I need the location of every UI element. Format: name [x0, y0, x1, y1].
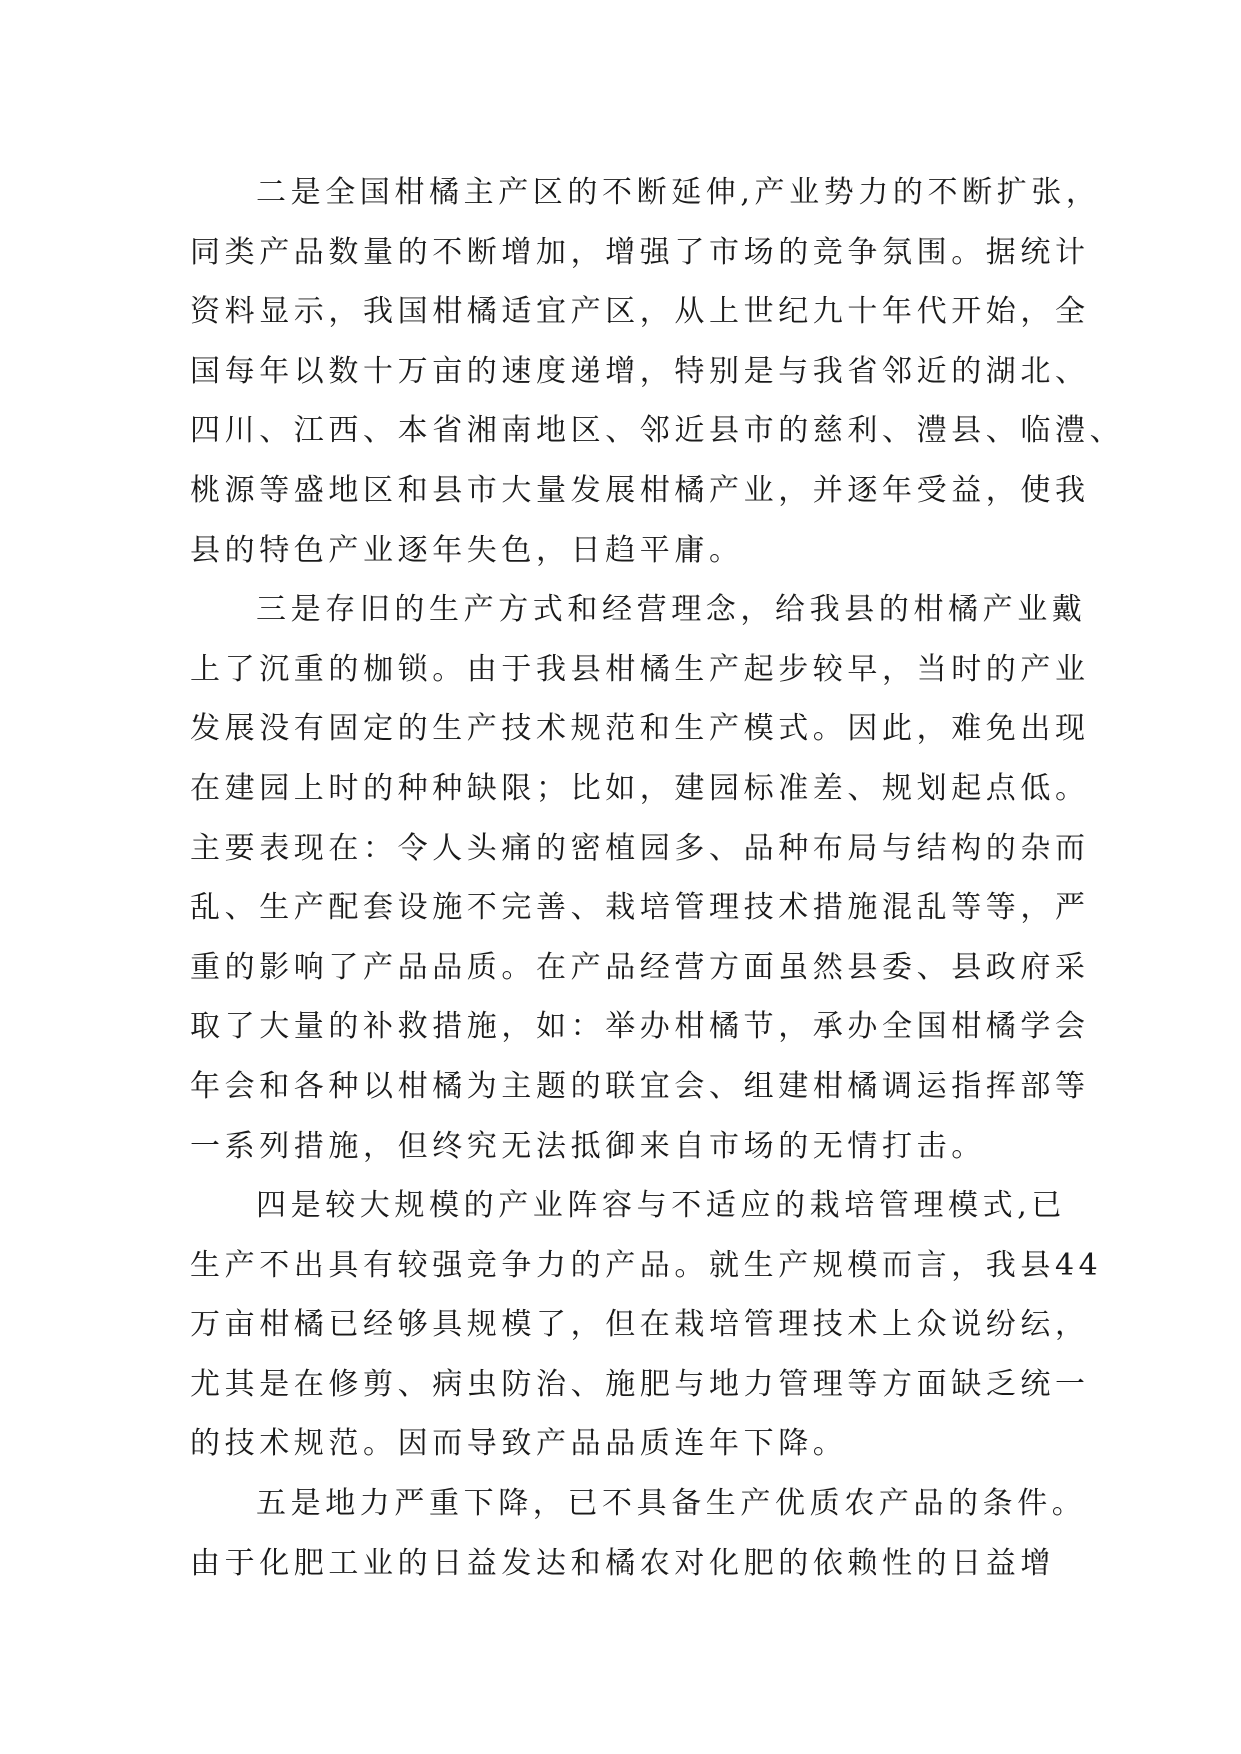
paragraph-3-line-6: 乱、生产配套设施不完善、栽培管理技术措施混乱等等，严 — [190, 890, 1090, 926]
paragraph-2-line-7: 县的特色产业逐年失色，日趋平庸。 — [190, 532, 744, 568]
paragraph-2-line-6: 桃源等盛地区和县市大量发展柑橘产业，并逐年受益，使我 — [190, 472, 1090, 508]
paragraph-5-line-2: 由于化肥工业的日益发达和橘农对化肥的依赖性的日益增 — [190, 1545, 1055, 1581]
paragraph-2-line-5: 四川、江西、本省湘南地区、邻近县市的慈利、澧县、临澧、 — [190, 413, 1125, 449]
paragraph-2-line-1: 二是全国柑橘主产区的不断延伸,产业势力的不断扩张， — [256, 175, 1101, 210]
paragraph-3-line-7: 重的影响了产品品质。在产品经营方面虽然县委、县政府采 — [190, 949, 1090, 985]
paragraph-4-line-2: 生产不出具有较强竞争力的产品。就生产规模而言，我县44 — [190, 1247, 1103, 1283]
paragraph-3-line-3: 发展没有固定的生产技术规范和生产模式。因此，难免出现 — [190, 711, 1090, 747]
paragraph-3-line-4: 在建园上时的种种缺限；比如，建园标准差、规划起点低。 — [190, 770, 1090, 806]
paragraph-2-line-2: 同类产品数量的不断增加，增强了市场的竞争氛围。据统计 — [190, 234, 1090, 270]
body-text — [190, 163, 1125, 1593]
paragraph-3-line-9: 年会和各种以柑橘为主题的联宜会、组建柑橘调运指挥部等 — [190, 1068, 1090, 1104]
paragraph-3-line-5: 主要表现在：令人头痛的密植园多、品种布局与结构的杂而 — [190, 830, 1090, 866]
paragraph-2-line-4: 国每年以数十万亩的速度递增，特别是与我省邻近的湖北、 — [190, 353, 1090, 389]
paragraph-3-line-1: 三是存旧的生产方式和经营理念，给我县的柑橘产业戴 — [256, 592, 1087, 628]
paragraph-4-line-4: 尤其是在修剪、病虫防治、施肥与地力管理等方面缺乏统一 — [190, 1366, 1090, 1402]
paragraph-5-line-1: 五是地力严重下降，已不具备生产优质农产品的条件。 — [256, 1486, 1087, 1522]
paragraph-3-line-2: 上了沉重的枷锁。由于我县柑橘生产起步较早，当时的产业 — [190, 651, 1090, 687]
paragraph-2-line-3: 资料显示，我国柑橘适宜产区，从上世纪九十年代开始，全 — [190, 294, 1090, 330]
paragraph-3-line-8: 取了大量的补救措施，如：举办柑橘节，承办全国柑橘学会 — [190, 1009, 1090, 1045]
paragraph-4-line-3: 万亩柑橘已经够具规模了，但在栽培管理技术上众说纷纭， — [190, 1307, 1090, 1343]
paragraph-4-line-5: 的技术规范。因而导致产品品质连年下降。 — [190, 1426, 848, 1462]
paragraph-3-line-10: 一系列措施，但终究无法抵御来自市场的无情打击。 — [190, 1128, 986, 1164]
paragraph-4-line-1: 四是较大规模的产业阵容与不适应的栽培管理模式,已 — [256, 1188, 1066, 1224]
